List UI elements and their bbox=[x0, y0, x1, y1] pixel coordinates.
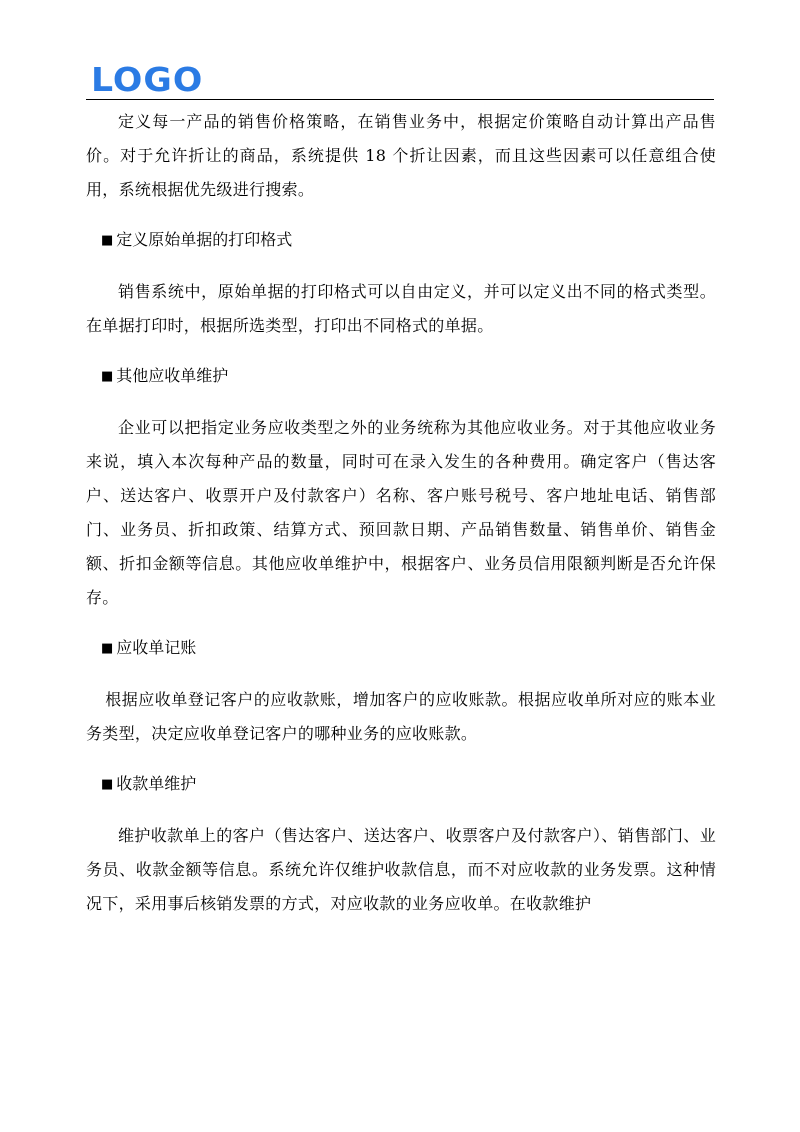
section-heading-other-receivables bbox=[86, 359, 716, 395]
section-heading-receivable-posting bbox=[86, 631, 716, 667]
document-body bbox=[86, 105, 716, 921]
receipt-maintenance-paragraph: 维护收款单上的客户（售达客户、送达客户、收票客户及付款客户）、销售部门、业务员、收款金额等信息。系统允许仅维护收款信息，而不对应收款的业务发票。这种情况下，采用事后核销发票的方式，对应收款的业务应收单。在收款维护 bbox=[86, 826, 716, 913]
section-title: 其他应收单维护 bbox=[116, 366, 229, 385]
logo: LOGO bbox=[91, 60, 204, 99]
receivable-posting-paragraph: 根据应收单登记客户的应收款账，增加客户的应收账款。根据应收单所对应的账本业务类型，决定应收单登记客户的哪种业务的应收账款。 bbox=[86, 690, 716, 743]
section-title: 定义原始单据的打印格式 bbox=[116, 230, 293, 249]
section-title: 收款单维护 bbox=[116, 774, 197, 793]
square-bullet-icon: ■ bbox=[101, 777, 114, 792]
section-heading-print-format bbox=[86, 223, 716, 259]
square-bullet-icon: ■ bbox=[101, 641, 114, 656]
other-receivables-paragraph: 企业可以把指定业务应收类型之外的业务统称为其他应收业务。对于其他应收业务来说，填入本次每种产品的数量，同时可在录入发生的各种费用。确定客户（售达客户、送达客户、收票开户及付款客户）名称、客户账号税号、客户地址电话、销售部门、业务员、折扣政策、结算方式、预回款日期、产品销售数量、销售单价、销售金额、折扣金额等信息。其他应收单维护中，根据客户、业务员信用限额判断是否允许保存。 bbox=[86, 418, 716, 607]
section-heading-receipt-maintenance bbox=[86, 767, 716, 803]
square-bullet-icon: ■ bbox=[101, 233, 114, 248]
section-title: 应收单记账 bbox=[116, 638, 197, 657]
intro-paragraph: 定义每一产品的销售价格策略，在销售业务中，根据定价策略自动计算出产品售价。对于允许折让的商品，系统提供 18 个折让因素，而且这些因素可以任意组合使用，系统根据优先级进行搜索。 bbox=[86, 112, 716, 199]
header-rule bbox=[86, 99, 714, 100]
square-bullet-icon: ■ bbox=[101, 369, 114, 384]
print-format-paragraph: 销售系统中，原始单据的打印格式可以自由定义，并可以定义出不同的格式类型。在单据打印时，根据所选类型，打印出不同格式的单据。 bbox=[86, 282, 716, 335]
